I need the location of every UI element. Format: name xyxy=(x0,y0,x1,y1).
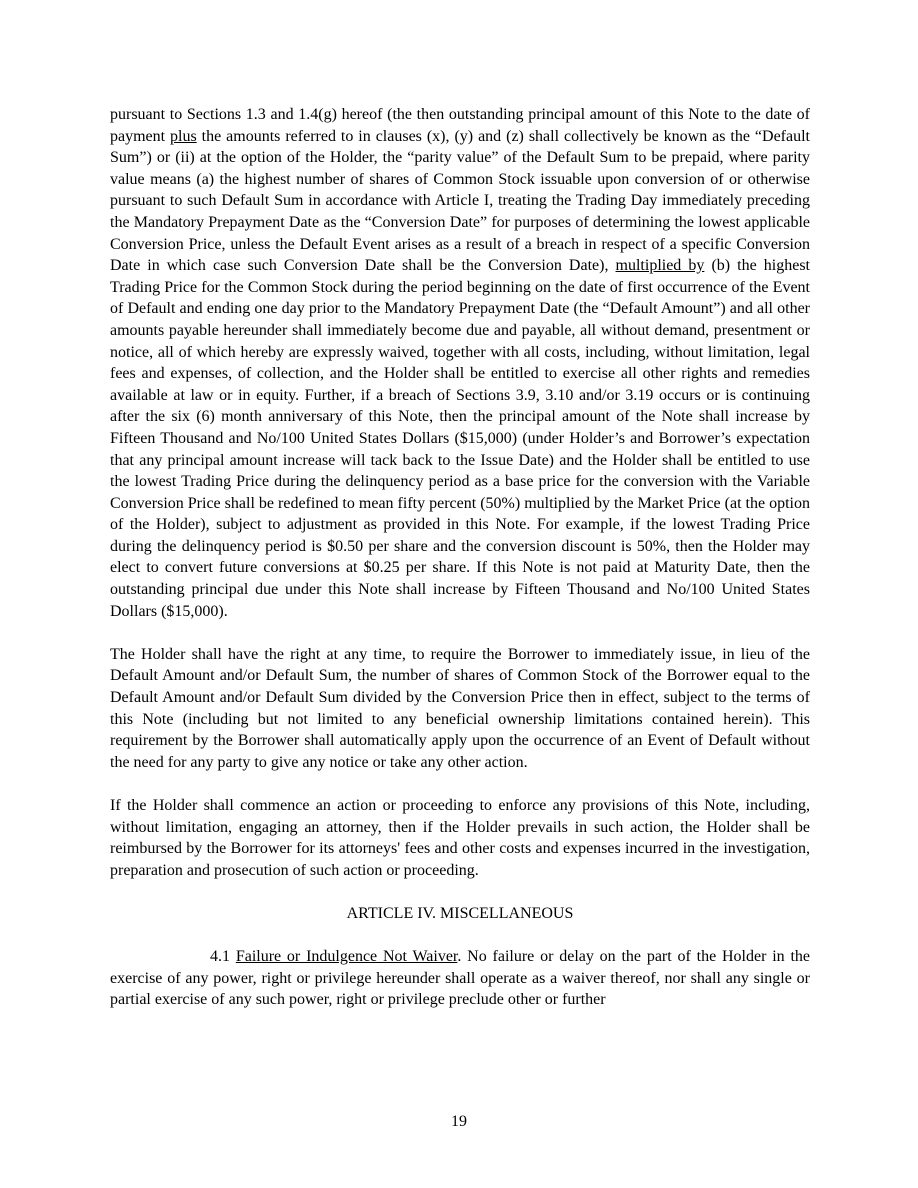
text-run: pursuant to Sections 1.3 and 1.4(g) hereof (the then outstanding principal amount of this Note to the date of payment xyxy=(110,106,810,145)
text-run: If the Holder shall commence an action or proceeding to enforce any provisions of this Note, including, without limitation, engaging an attorney, then if the Holder prevails in such action, the Holder shall be reimbursed by the Borrower for its attorneys' fees and other costs and expenses incurred in the investigation, preparation and prosecution of such action or proceeding. xyxy=(110,797,810,879)
underlined-text: plus xyxy=(170,127,197,145)
paragraph-holder-conversion-right xyxy=(110,644,810,774)
underlined-text: multiplied by xyxy=(615,257,705,275)
article-iv-heading: ARTICLE IV. MISCELLANEOUS xyxy=(346,904,574,922)
text-run: The Holder shall have the right at any time, to require the Borrower to immediately issue, in lieu of the Default Amount and/or Default Sum, the number of shares of Common Stock of the Borrower equal to the Default Amount and/or Default Sum divided by the Conversion Price then in effect, subject to the terms of this Note (including but not limited to any beneficial ownership limitations contained herein). This requirement by the Borrower shall automatically apply upon the occurrence of an Event of Default without the need for any party to give any notice or take any other action. xyxy=(110,645,810,771)
text-run: the amounts referred to in clauses (x), (y) and (z) shall collectively be known as the “Default Sum”) or (ii) at the option of the Holder, the “parity value” of the Default Sum to be prepaid, where parity value means (a) the highest number of shares of Common Stock issuable upon conversion of or otherwise pursuant to such Default Sum in accordance with Article I, treating the Trading Day immediately preceding the Mandatory Prepayment Date as the “Conversion Date” for purposes of determining the lowest applicable Conversion Price, unless the Default Event arises as a result of a breach in respect of a specific Conversion Date in which case such Conversion Date shall be the Conversion Date), xyxy=(110,127,811,275)
text-run: (b) the highest Trading Price for the Common Stock during the period beginning on the date of first occurrence of the Event of Default and ending one day prior to the Mandatory Prepayment Date (the “Default Amount”) and all other amounts payable hereunder shall immediately become due and payable, all without demand, presentment or notice, all of which hereby are expressly waived, together with all costs, including, without limitation, legal fees and expenses, of collection, and the Holder shall be entitled to exercise all other rights and remedies available at law or in equity. Further, if a breach of Sections 3.9, 3.10 and/or 3.19 occurs or is continuing after the six (6) month anniversary of this Note, then the principal amount of the Note shall increase by Fifteen Thousand and No/100 United States Dollars ($15,000) (under Holder’s and Borrower’s expectation that any principal amount increase will tack back to the Issue Date) and the Holder shall be entitled to use the lowest Trading Price during the delinquency period as a base price for the conversion with the Variable Conversion Price shall be redefined to mean fifty percent (50%) multiplied by the Market Price (at the option of the Holder), subject to adjustment as provided in this Note. For example, if the lowest Trading Price during the delinquency period is $0.50 per share and the conversion discount is 50%, then the Holder may elect to convert future conversions at $0.25 per share. If this Note is not paid at Maturity Date, then the outstanding principal due under this Note shall increase by Fifteen Thousand and No/100 United States Dollars ($15,000). xyxy=(110,257,810,620)
text-run: 4.1 xyxy=(210,948,236,966)
document-body xyxy=(110,104,810,1033)
paragraph-default-prepayment xyxy=(110,104,810,622)
page-number: 19 xyxy=(451,1113,467,1131)
text-run: . No failure or delay on the part of the Holder in the exercise of any power, right or privilege hereunder shall operate as a waiver thereof, nor shall any single or partial exercise of any such power, right or privilege preclude other or further xyxy=(110,948,811,1009)
underlined-text: Failure or Indulgence Not Waiver xyxy=(235,948,458,966)
paragraph-section-4-1 xyxy=(110,946,810,1011)
paragraph-enforcement-costs xyxy=(110,795,810,881)
